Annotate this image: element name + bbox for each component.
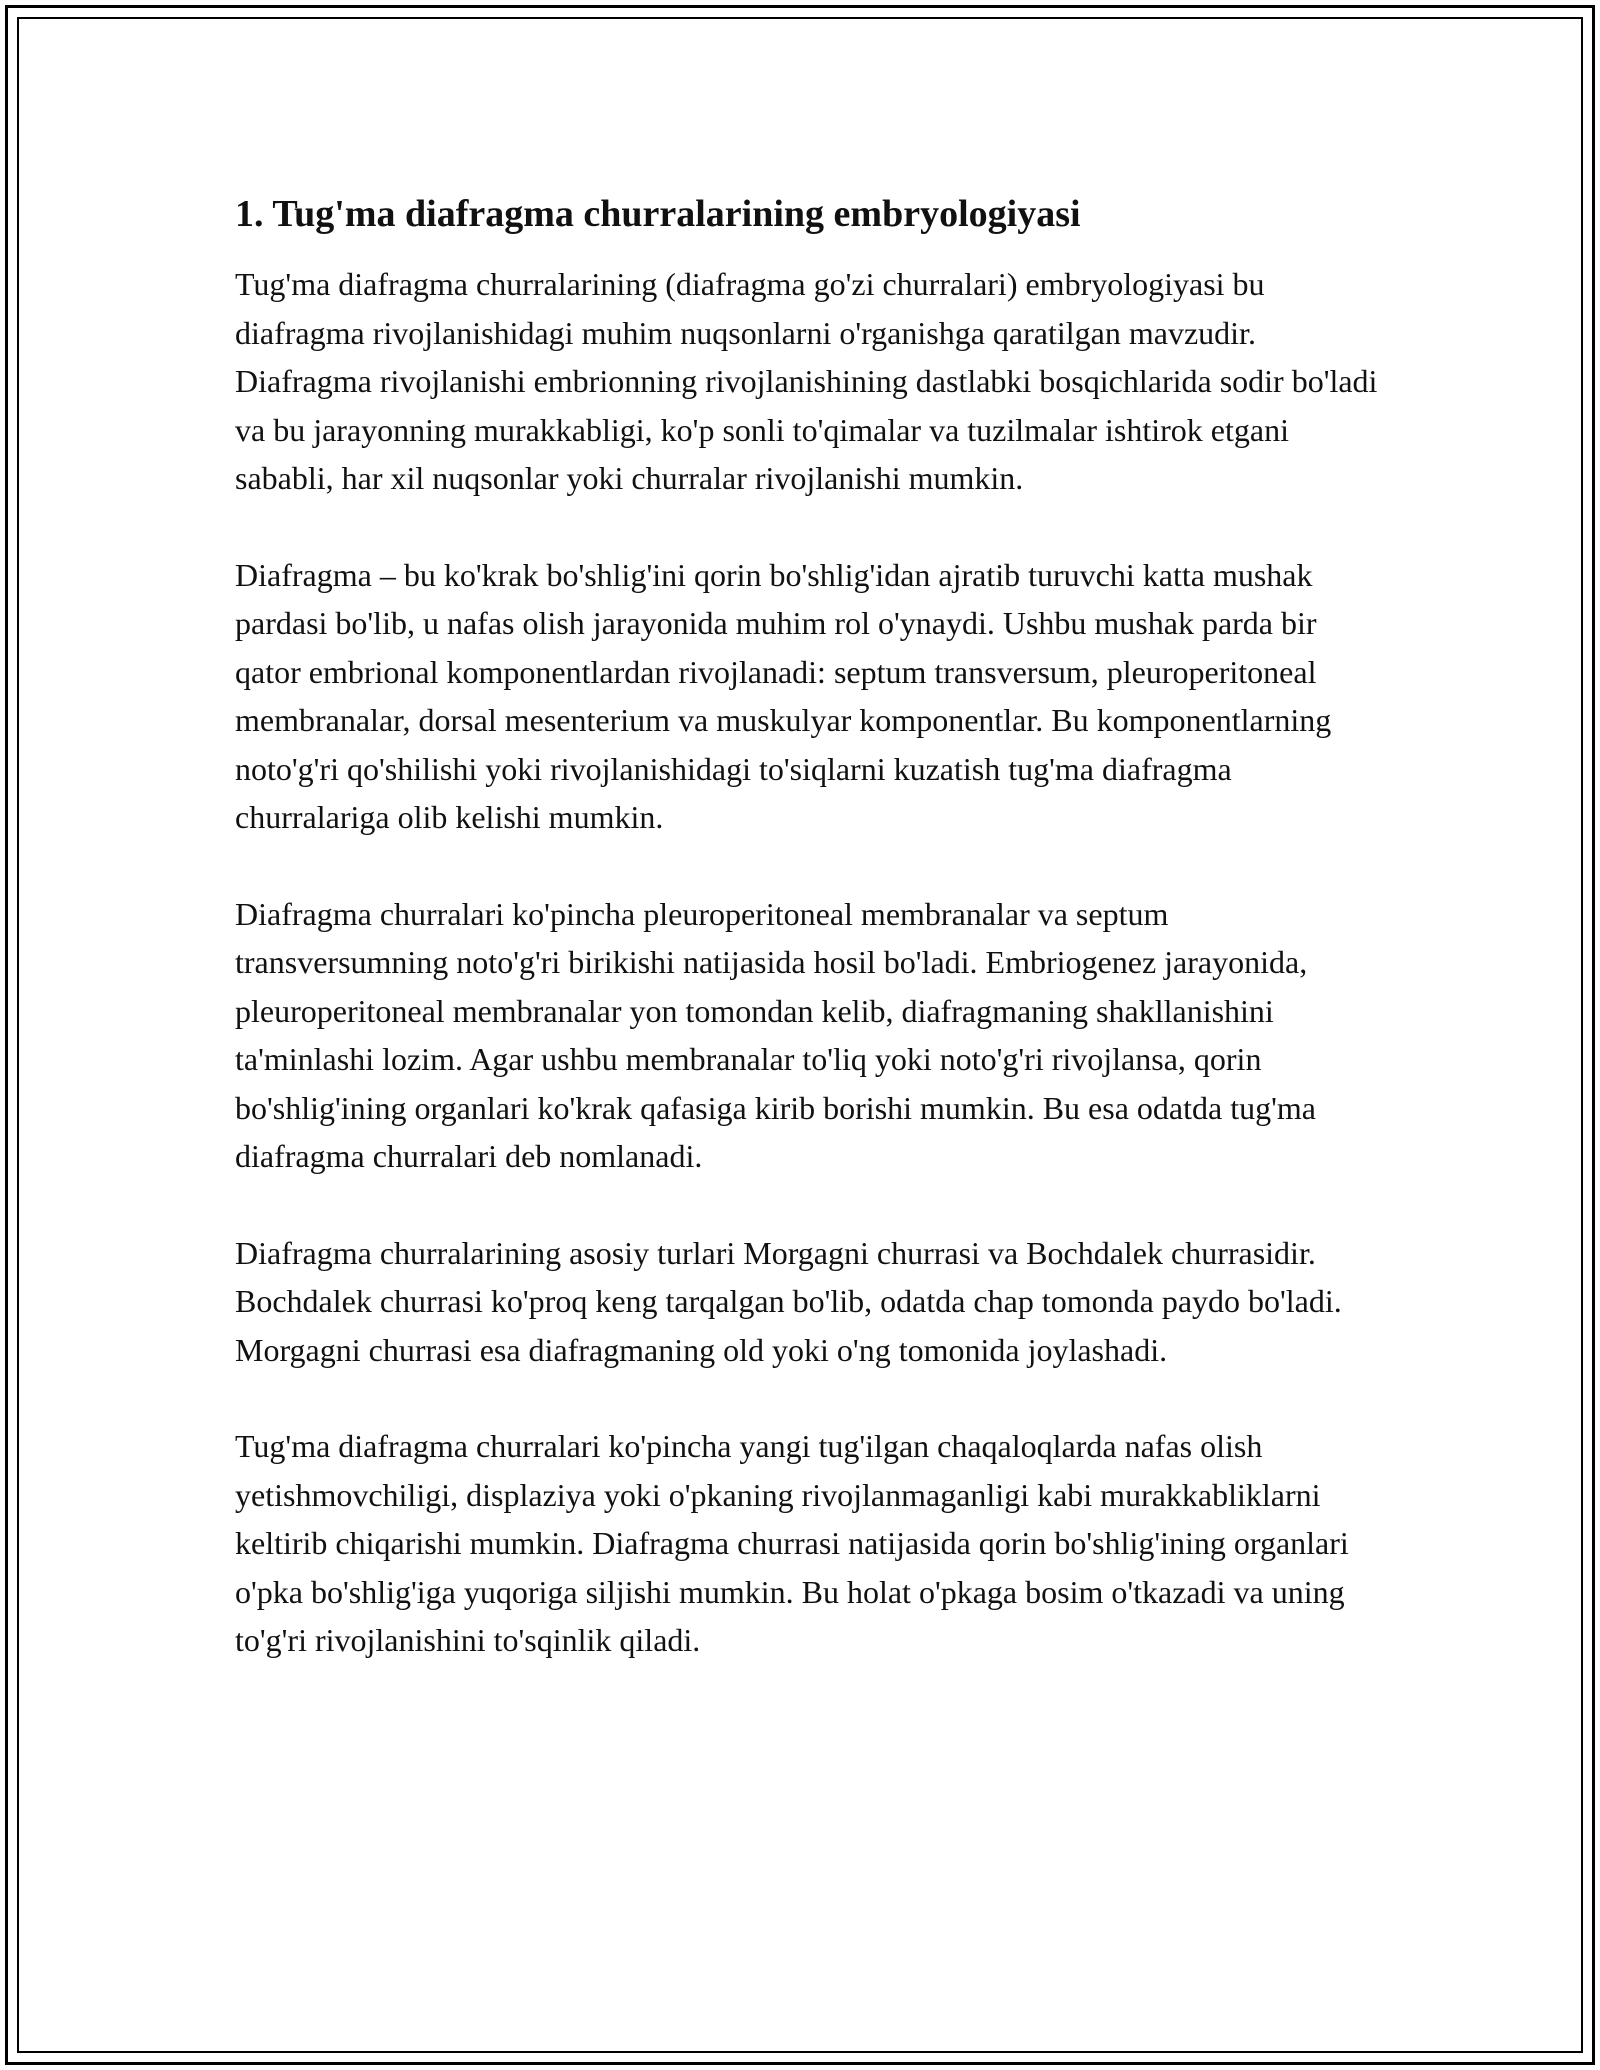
section-heading: 1. Tug'ma diafragma churralarining embryologiyasi (235, 193, 1081, 235)
document-body (235, 186, 1385, 1665)
paragraph-5: Tug'ma diafragma churralari ko'pincha yangi tug'ilgan chaqaloqlarda nafas olish yetishmovchiligi, displaziya yoki o'pkaning rivojlanmaganligi kabi murakkabliklarni keltirib chiqarishi mumkin. Diafragma churrasi natijasida qorin bo'shlig'ining organlari o'pka bo'shlig'iga yuqoriga siljishi mumkin. Bu holat o'pkaga bosim o'tkazadi va uning to'g'ri rivojlanishini to'sqinlik qiladi. (235, 1428, 1349, 1658)
paragraph-3: Diafragma churralari ko'pincha pleuroperitoneal membranalar va septum transversumning noto'g'ri birikishi natijasida hosil bo'ladi. Embriogenez jarayonida, pleuroperitoneal membranalar yon tomondan kelib, diafragmaning shakllanishini ta'minlashi lozim. Agar ushbu membranalar to'liq yoki noto'g'ri rivojlansa, qorin bo'shlig'ining organlari ko'krak qafasiga kirib borishi mumkin. Bu esa odatda tug'ma diafragma churralari deb nomlanadi. (235, 895, 1316, 1174)
paragraph-2: Diafragma – bu ko'krak bo'shlig'ini qorin bo'shlig'idan ajratib turuvchi katta mushak pardasi bo'lib, u nafas olish jarayonida muhim rol o'ynaydi. Ushbu mushak parda bir qator embrional komponentlardan rivojlanadi: septum transversum, pleuroperitoneal membranalar, dorsal mesenterium va muskulyar komponentlar. Bu komponentlarning noto'g'ri qo'shilishi yoki rivojlanishidagi to'siqlarni kuzatish tug'ma diafragma churralariga olib kelishi mumkin. (235, 556, 1332, 835)
paragraph-1: Tug'ma diafragma churralarining (diafragma go'zi churralari) embryologiyasi bu diafragma rivojlanishidagi muhim nuqsonlarni o'rganishga qaratilgan mavzudir. Diafragma rivojlanishi embrionning rivojlanishining dastlabki bosqichlarida sodir bo'ladi va bu jarayonning murakkabligi, ko'p sonli to'qimalar va tuzilmalar ishtirok etgani sababli, har xil nuqsonlar yoki churralar rivojlanishi mumkin. (235, 266, 1378, 496)
paragraph-4: Diafragma churralarining asosiy turlari Morgagni churrasi va Bochdalek churrasidir. Bochdalek churrasi ko'proq keng tarqalgan bo'lib, odatda chap tomonda paydo bo'ladi. Morgagni churrasi esa diafragmaning old yoki o'ng tomonida joylashadi. (235, 1234, 1342, 1368)
